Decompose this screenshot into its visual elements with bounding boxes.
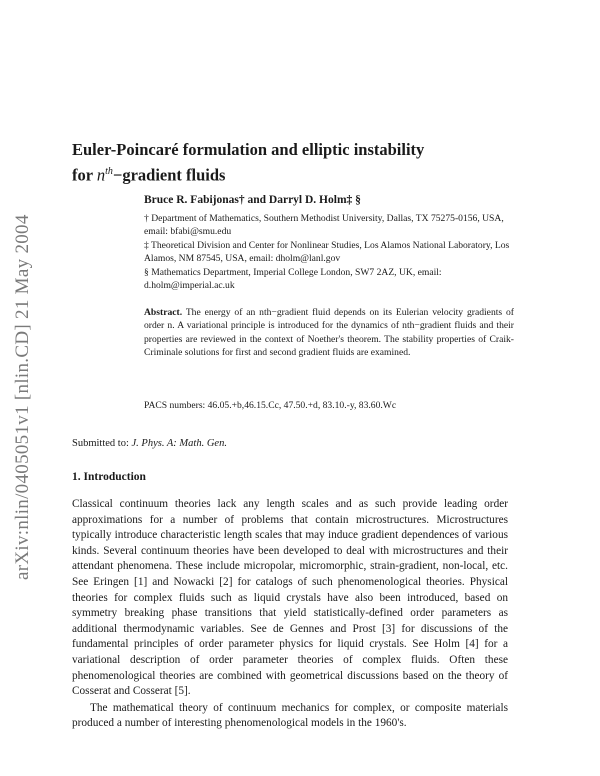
journal-name: J. Phys. A: Math. Gen. <box>131 438 227 449</box>
author-list: Bruce R. Fabijonas† and Darryl D. Holm‡ § <box>144 194 361 206</box>
section-heading: 1. Introduction <box>72 471 146 483</box>
submitted-label: Submitted to: <box>72 438 129 449</box>
title-line-1: Euler-Poincaré formulation and elliptic instability <box>72 140 425 159</box>
submitted-to <box>72 438 227 449</box>
abstract <box>144 306 514 360</box>
title-variable: n <box>96 165 106 185</box>
title-line-2-suffix: −gradient fluids <box>112 165 226 185</box>
arxiv-identifier: arXiv:nlin/0405051v1 [nlin.CD] 21 May 2004 <box>12 214 33 580</box>
paragraph-1: Classical continuum theories lack any length scales and as such provide leading order approximations for a number of problems that contain microstructures. Microstructures typically introduce characteristic length scales that may induce gradient dependences of various kinds. Several continuum theories have been developed to deal with microstructures and their attendant phenomena. These include micropolar, micromorphic, strain-gradient, non-local, etc. See Eringen [1] and Nowacki [2] for catalogs of such phenomenological theories. Physical theories for complex fluids such as liquid crystals have also been introduced, based on symmetry breaking phase transitions that yield statistically-defined order parameters as additional thermodynamic variables. See de Gennes and Prost [3] for discussions of the fundamental principles of order parameter physics for liquid crystals. See Holm [4] for a variational description of order parameter theories of complex fluids. Often these phenomenological theories are combined with geometrical discussions based on the theory of Cosserat and Cosserat [5]. <box>72 498 508 698</box>
abstract-text: The energy of an nth−gradient fluid depends on its Eulerian velocity gradients of order n. A variational principle is introduced for the dynamics of nth−gradient fluids and their properties are reviewed in the context of Noether's theorem. The stability properties of Craik-Criminale solutions for first and second gradient fluids are examined. <box>144 307 514 359</box>
affiliation-3: § Mathematics Department, Imperial College London, SW7 2AZ, UK, email: d.holm@imperial.ac.uk <box>144 266 442 292</box>
pacs-numbers: PACS numbers: 46.05.+b,46.15.Cc, 47.50.+d, 83.10.-y, 83.60.Wc <box>144 400 397 411</box>
affiliations <box>144 212 514 292</box>
paper-title <box>72 139 542 187</box>
paragraph-2: The mathematical theory of continuum mechanics for complex, or composite materials produced a number of interesting phenomenological models in the 1960's. <box>72 701 508 730</box>
abstract-label: Abstract. <box>144 307 183 318</box>
section-body <box>72 497 508 732</box>
title-line-2-prefix: for <box>72 165 97 185</box>
affiliation-2: ‡ Theoretical Division and Center for Nonlinear Studies, Los Alamos National Laboratory, Los Alamos, NM 87545, USA, email: dholm@lanl.gov <box>144 239 510 265</box>
title-superscript: th <box>105 166 113 177</box>
affiliation-1: † Department of Mathematics, Southern Methodist University, Dallas, TX 75275-0156, USA, email: bfabi@smu.edu <box>144 213 504 238</box>
